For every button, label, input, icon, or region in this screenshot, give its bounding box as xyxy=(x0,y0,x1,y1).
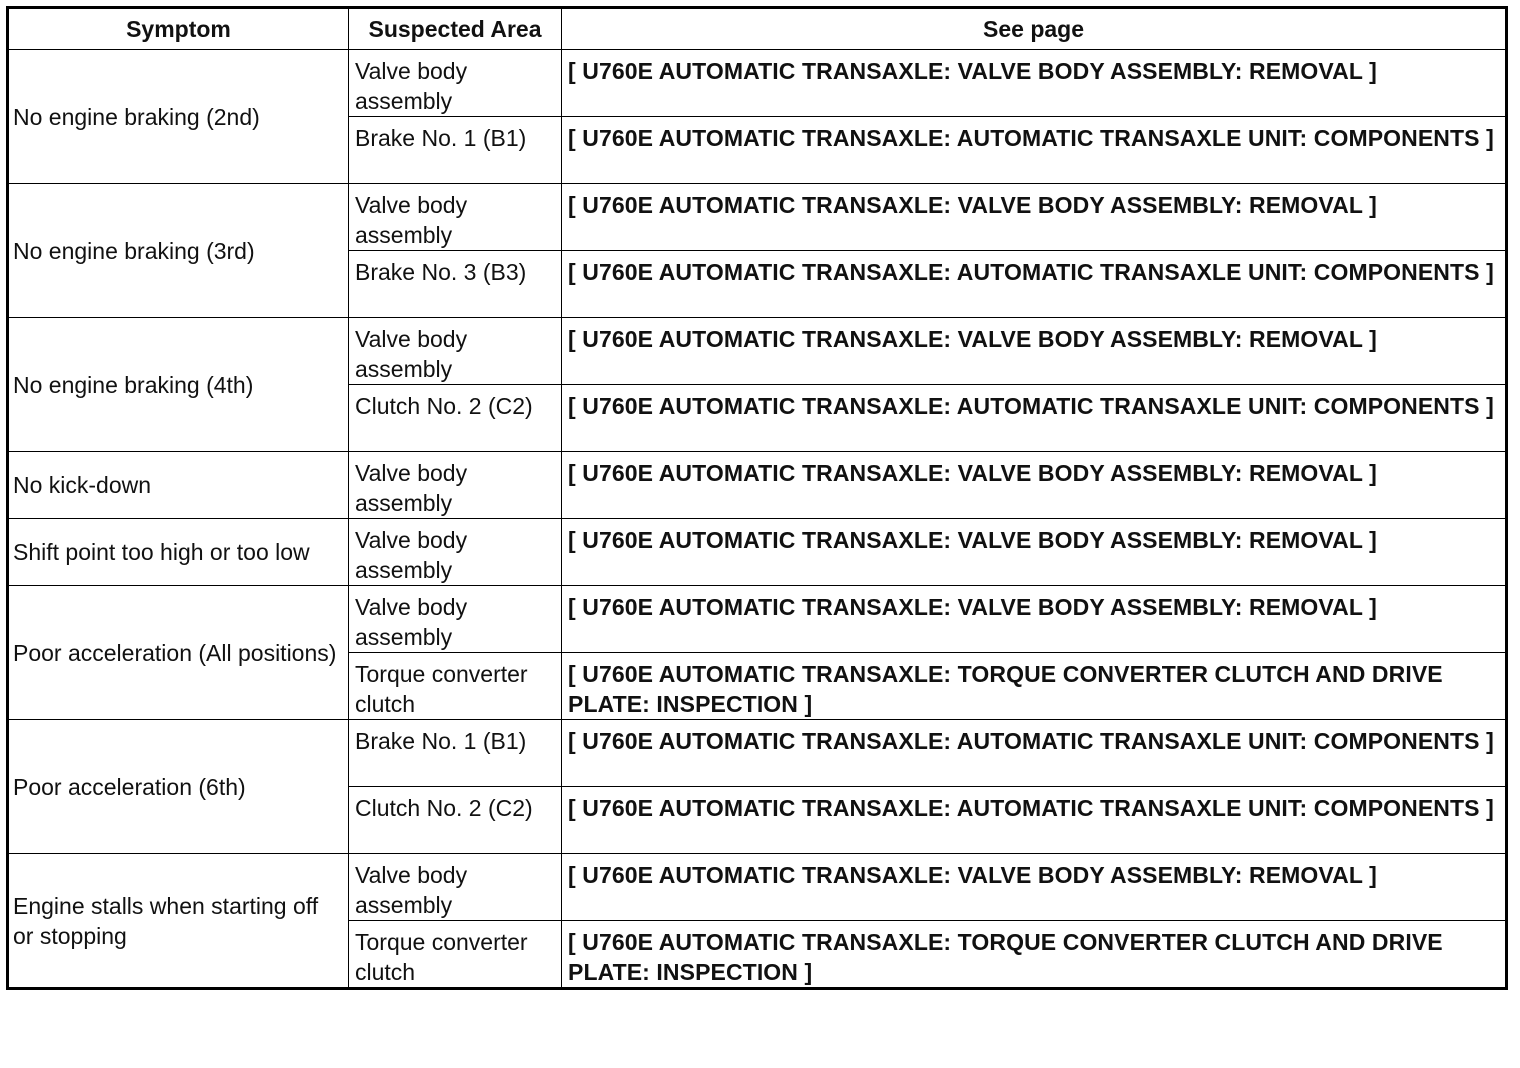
see-page-link[interactable]: [ U760E AUTOMATIC TRANSAXLE: AUTOMATIC TRANSAXLE UNIT: COMPONENTS ] xyxy=(562,117,1507,184)
table-row xyxy=(8,318,1507,385)
see-page-link[interactable]: [ U760E AUTOMATIC TRANSAXLE: VALVE BODY ASSEMBLY: REMOVAL ] xyxy=(562,452,1507,519)
table-row xyxy=(8,184,1507,251)
suspected-area-cell: Valve body assembly xyxy=(349,854,562,921)
table-row xyxy=(8,854,1507,921)
see-page-link[interactable]: [ U760E AUTOMATIC TRANSAXLE: TORQUE CONVERTER CLUTCH AND DRIVE PLATE: INSPECTION ] xyxy=(562,921,1507,989)
suspected-area-cell: Brake No. 1 (B1) xyxy=(349,117,562,184)
see-page-link[interactable]: [ U760E AUTOMATIC TRANSAXLE: AUTOMATIC TRANSAXLE UNIT: COMPONENTS ] xyxy=(562,251,1507,318)
see-page-link[interactable]: [ U760E AUTOMATIC TRANSAXLE: VALVE BODY ASSEMBLY: REMOVAL ] xyxy=(562,184,1507,251)
header-suspected-area: Suspected Area xyxy=(349,8,562,50)
suspected-area-cell: Valve body assembly xyxy=(349,318,562,385)
suspected-area-cell: Valve body assembly xyxy=(349,519,562,586)
suspected-area-cell: Brake No. 1 (B1) xyxy=(349,720,562,787)
suspected-area-cell: Clutch No. 2 (C2) xyxy=(349,385,562,452)
suspected-area-cell: Torque converter clutch xyxy=(349,921,562,989)
see-page-link[interactable]: [ U760E AUTOMATIC TRANSAXLE: VALVE BODY ASSEMBLY: REMOVAL ] xyxy=(562,519,1507,586)
table-row xyxy=(8,50,1507,117)
suspected-area-cell: Clutch No. 2 (C2) xyxy=(349,787,562,854)
suspected-area-cell: Valve body assembly xyxy=(349,50,562,117)
symptom-cell: Engine stalls when starting off or stopping xyxy=(8,854,349,989)
symptom-cell: No kick-down xyxy=(8,452,349,519)
see-page-link[interactable]: [ U760E AUTOMATIC TRANSAXLE: VALVE BODY ASSEMBLY: REMOVAL ] xyxy=(562,854,1507,921)
symptom-cell: Poor acceleration (6th) xyxy=(8,720,349,854)
table-row xyxy=(8,452,1507,519)
symptom-cell: No engine braking (3rd) xyxy=(8,184,349,318)
see-page-link[interactable]: [ U760E AUTOMATIC TRANSAXLE: VALVE BODY ASSEMBLY: REMOVAL ] xyxy=(562,50,1507,117)
header-see-page: See page xyxy=(562,8,1507,50)
symptom-cell: Shift point too high or too low xyxy=(8,519,349,586)
suspected-area-cell: Valve body assembly xyxy=(349,184,562,251)
suspected-area-cell: Valve body assembly xyxy=(349,586,562,653)
table-row xyxy=(8,720,1507,787)
see-page-link[interactable]: [ U760E AUTOMATIC TRANSAXLE: AUTOMATIC TRANSAXLE UNIT: COMPONENTS ] xyxy=(562,385,1507,452)
table-row xyxy=(8,519,1507,586)
symptom-cell: Poor acceleration (All positions) xyxy=(8,586,349,720)
suspected-area-cell: Valve body assembly xyxy=(349,452,562,519)
suspected-area-cell: Brake No. 3 (B3) xyxy=(349,251,562,318)
see-page-link[interactable]: [ U760E AUTOMATIC TRANSAXLE: VALVE BODY ASSEMBLY: REMOVAL ] xyxy=(562,318,1507,385)
diagnosis-table xyxy=(6,6,1508,990)
header-row xyxy=(8,8,1507,50)
see-page-link[interactable]: [ U760E AUTOMATIC TRANSAXLE: TORQUE CONVERTER CLUTCH AND DRIVE PLATE: INSPECTION ] xyxy=(562,653,1507,720)
header-symptom: Symptom xyxy=(8,8,349,50)
see-page-link[interactable]: [ U760E AUTOMATIC TRANSAXLE: AUTOMATIC TRANSAXLE UNIT: COMPONENTS ] xyxy=(562,787,1507,854)
symptom-cell: No engine braking (2nd) xyxy=(8,50,349,184)
table-row xyxy=(8,586,1507,653)
suspected-area-cell: Torque converter clutch xyxy=(349,653,562,720)
symptom-cell: No engine braking (4th) xyxy=(8,318,349,452)
see-page-link[interactable]: [ U760E AUTOMATIC TRANSAXLE: VALVE BODY ASSEMBLY: REMOVAL ] xyxy=(562,586,1507,653)
see-page-link[interactable]: [ U760E AUTOMATIC TRANSAXLE: AUTOMATIC TRANSAXLE UNIT: COMPONENTS ] xyxy=(562,720,1507,787)
